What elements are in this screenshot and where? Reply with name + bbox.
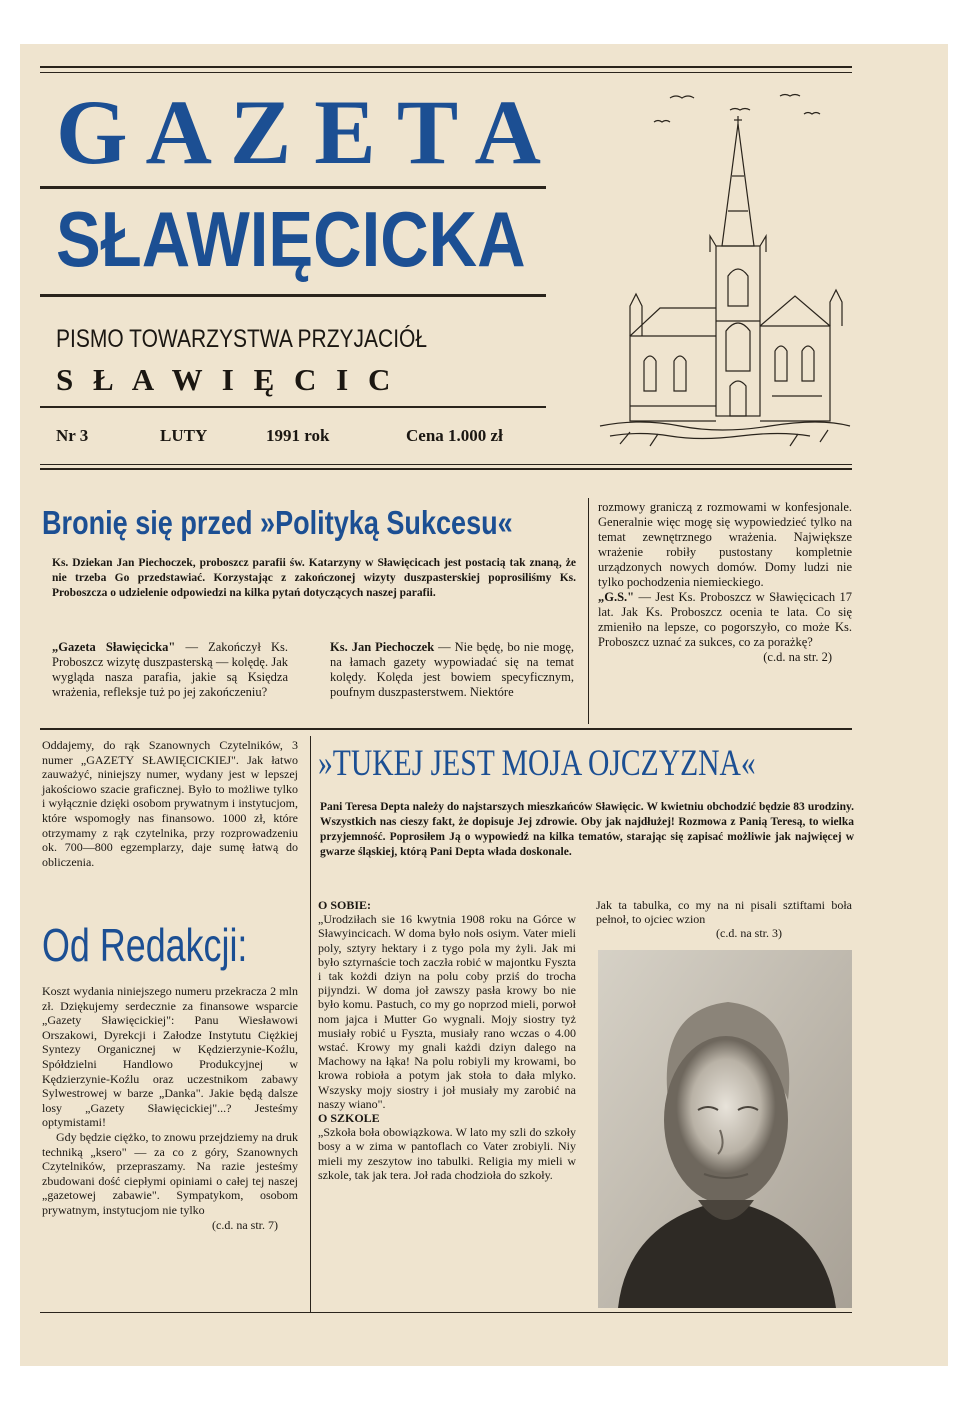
article2-text1: „Urodziłach sie 16 kwytnia 1908 roku na Górce w Sławyincicach. W doma było nołs osiym. Vater mieli poly, sztyry hektary i z tygo pola my żyli. Jak mi było sztyrnaście toch zaczła robić w majontku Fyszta i tak kożdi dziyn na polu coby prziś do trocha pijyndzi. W doma joł zawszy pasła krowy bo nie było komu. Pastuch, co my go noprzod mieli, porwoł nom jajca i Mutter Go wygnali. Mojy siostry tyż musiały robić u Fyszta, musiały rano wczas o 4.00 wstać. Krowy my gnali każdi dziyn dalego na Machowy na łąka! Na polu robiyli my krowami, bo krowa robioła a potym jak stoła to dała mlyko. Wszysky mojy siostry i joł musiały my zarobić na naszy wiano". [318,912,576,1111]
top-rule [40,66,852,68]
editorial-divider [310,736,311,1312]
article2-lead: Pani Teresa Depta należy do najstarszych mieszkańców Sławięcic. W kwietniu obchodzić będzie 83 urodziny. Wszystkich nas cieszy fakt, że dopisuje Jej zdrowie. Oby jak najdłużej! Rozmowa z Panią Teresą, to wielka przyjemność. Poprosiłem Ją o wypowiedź na kilka tematów, starając się zapisać możliwie jak najwięcej w gwarze śląskiej, którą Pani Depta włada doskonale. [320,801,854,858]
article1-lead: Ks. Dziekan Jan Piechoczek, proboszcz parafii św. Katarzyny w Sławięcicach jest postacią tak znaną, że nie trzeba Go przedstawiać. Korzystając z zakończonej wizyty duszpasterskiej poprosiliśmy Ks. Proboszcza o udzielenie odpowiedzi na kilka pytań dotyczących naszej parafii. [52,557,576,599]
article1-col3-speaker: „G.S." [598,590,635,604]
page-bottom-rule [40,1312,852,1313]
issue-number: Nr 3 [56,426,89,445]
article1-column-divider [588,498,589,724]
article1-col3-text2: — Jest Ks. Proboszcz w Sławięcicach 17 lat. Jak Ks. Proboszcz ocenia te lata. Co się zmieniło na lepsze, co pogorszyło, co może Ks. Proboszcz uznać za sukces, co za porażkę? [598,590,852,649]
masthead-rule-3 [40,406,546,408]
article2-continued: (c.d. na str. 3) [716,926,782,941]
masthead-rule-1 [40,186,546,189]
church-illustration [590,76,852,454]
article2-col1 [318,898,576,1182]
article1-col1-text: — Zakończył Ks. Proboszcz wizytę duszpasterską — kolędę. Jak wygląda nasza parafia, jakie są Księdza wrażenia, refleksje tuż po jej zakończeniu? [52,640,288,699]
portrait-photo [598,950,852,1308]
article2-text2: „Szkoła boła obowiązkowa. W lato my szli do szkoły bosy a w zima w pantoflach co Vater zrobiyli. Niy mieli my zeszytow ino tabulki. Religia my mieli w szkole, tak jak tera. Joł rada chodzioła do szkoły. [318,1125,576,1182]
masthead-rule-2 [40,294,546,297]
article1-bottom-rule [40,728,852,730]
issue-year: 1991 rok [266,426,330,445]
article1-continued: (c.d. na str. 2) [763,650,832,664]
article1-col2-speaker: Ks. Jan Piechoczek [330,640,435,654]
top-rule-thin [40,72,852,73]
editorial-continued: (c.d. na str. 7) [212,1217,278,1232]
article2-col2-text: Jak ta tabulka, co my na ni pisali sztiftami boła pełnoł, to ojciec wzion [596,898,852,927]
editorial-body-text2: Gdy będzie ciężko, to znowu przejdziemy na druk techniką „ksero" — za co z góry, Szanownych Czytelników, przepraszamy. Na razie jesteśmy zbudowani dość ciepłymi opiniami o całej tej naszej „gazetowej zabawie". Sympatykom, osobom prywatnym, instytucjom nie tylko [42,1129,298,1217]
article2-sub2: O SZKOLE [318,1111,380,1126]
editorial-body-text: Koszt wydania niniejszego numeru przekracza 2 mln zł. Dziękujemy serdecznie za finansowe wsparcie „Gazety Sławięcickiej": Panu Wiesławowi Orszakowi, Dyrekcji i Załodze Instytutu Ciężkiej Syntezy Organicznej w Kędzierzynie-Koźlu, Spółdzielni Handlowo Produkcyjnej w Kędzierzynie-Koźlu oraz uczestnikom zabawy Sylwestrowej w barze „Danka". Jakie będą dalsze losy „Gazety Sławięcickiej"...? Jesteśmy optymistami! [42,984,298,1130]
article1-col2-text: — Nie będę, bo nie mogę, na łamach gazety wypowiadać się na temat kolędy. Kolęda jest bowiem specyficznym, poufnym duszpasterstwem. Niektóre [330,640,574,699]
masthead-title-line2: SŁAWIĘCICKA [56,195,526,283]
editorial-heading: Od Redakcji: [42,919,248,971]
article2-sub1: O SOBIE: [318,898,372,912]
article1-col2 [330,640,574,700]
article1-col3 [598,500,852,665]
article2-col2 [596,898,852,941]
masthead-bottom-rule [40,464,852,465]
issue-price: Cena 1.000 zł [406,426,503,445]
issue-month: LUTY [160,426,208,445]
masthead-title-line1: G A Z E T A [56,81,541,183]
article1-col1 [52,640,288,700]
editorial-intro: Oddajemy, do rąk Szanownych Czytelników, 3 numer „GAZETY SŁAWIĘCICKIEJ". Jak łatwo zauważyć, niniejszy numer, wydany jest w lepszej jakościowo szacie graficznej. Było to możliwe tylko i wyłącznie dzięki osobom prywatnym i instytucjom, które wspomogły nas finansowo. 1000 zł, które otrzymamy z rąk czytelnika, przy rozprowadzeniu ok. 700—800 egzemplarzy, daje sumę łatwą do obliczenia. [42,738,298,869]
masthead-bottom-rule-2 [40,468,852,470]
article1-headline: Bronię się przed »Polityką Sukcesu« [42,504,513,541]
masthead-subtitle: PISMO TOWARZYSTWA PRZYJACIÓŁ [56,325,428,353]
editorial-body [42,984,298,1232]
article1-col3-text: rozmowy graniczą z rozmowami w konfesjonale. Generalnie więc mogę się wypowiedzieć tylko na temat zewnętrznego wrażenia. Największe wrażenie robiły pustostany kompletnie urządzonych nowych domów. Domy ludzi nie tylko pochodzenia niemieckiego. [598,500,852,589]
article1-col1-speaker: „Gazeta Sławięcicka" [52,640,176,654]
article2-headline: »TUKEJ JEST MOJA OJCZYZNA« [318,743,756,784]
masthead-subtitle-town: S Ł A W I Ę C I C [56,362,391,397]
